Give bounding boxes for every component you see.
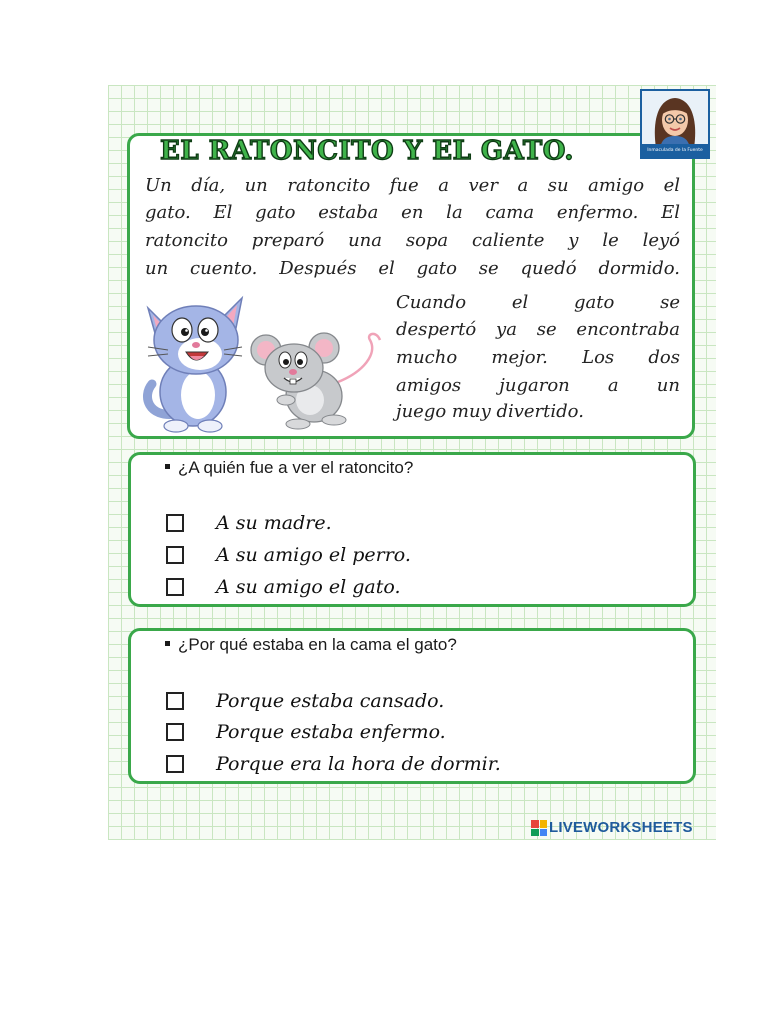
story-line: un cuento. Después el gato se quedó dormido. bbox=[145, 258, 680, 279]
cat-and-mouse-illustration bbox=[138, 292, 388, 434]
avatar-caption: Inmaculada de la Fuente bbox=[642, 144, 708, 157]
answer-label: A su amigo el perro. bbox=[216, 544, 411, 566]
story-side-line: juego muy divertido. bbox=[396, 401, 584, 422]
liveworksheets-logo[interactable] bbox=[531, 818, 693, 838]
question-text bbox=[165, 456, 413, 480]
bullet-icon bbox=[165, 464, 170, 469]
answer-label: A su amigo el gato. bbox=[216, 576, 401, 598]
story-line: ratoncito preparó una sopa caliente y le leyó bbox=[145, 230, 680, 251]
bullet-icon bbox=[165, 641, 170, 646]
story-side-line: Cuando el gato se bbox=[396, 292, 680, 313]
story-line: gato. El gato estaba en la cama enfermo. El bbox=[145, 202, 680, 223]
teacher-avatar-icon bbox=[640, 89, 710, 159]
liveworksheets-logo-icon bbox=[531, 820, 547, 836]
answer-checkbox[interactable] bbox=[166, 692, 184, 710]
answer-label: Porque estaba enfermo. bbox=[216, 721, 446, 743]
cat-icon bbox=[147, 298, 242, 432]
answer-label: Porque estaba cansado. bbox=[216, 690, 445, 712]
question-1-label: ¿A quién fue a ver el ratoncito? bbox=[178, 458, 414, 477]
question-text bbox=[165, 633, 457, 657]
answer-checkbox[interactable] bbox=[166, 755, 184, 773]
story-side-line: despertó ya se encontraba bbox=[396, 319, 680, 340]
answer-checkbox[interactable] bbox=[166, 723, 184, 741]
worksheet-title: EL RATONCITO Y EL GATO. bbox=[160, 136, 574, 166]
answer-option[interactable] bbox=[166, 749, 501, 779]
answer-checkbox[interactable] bbox=[166, 578, 184, 596]
story-side-line: amigos jugaron a un bbox=[396, 375, 680, 396]
answer-option[interactable] bbox=[166, 508, 332, 538]
answer-option[interactable] bbox=[166, 572, 401, 602]
answer-option[interactable] bbox=[166, 717, 446, 747]
answer-option[interactable] bbox=[166, 540, 411, 570]
answer-checkbox[interactable] bbox=[166, 514, 184, 532]
story-side-line: mucho mejor. Los dos bbox=[396, 347, 680, 368]
story-line: Un día, un ratoncito fue a ver a su amigo el bbox=[145, 175, 680, 196]
mouse-icon bbox=[251, 333, 380, 429]
logo-text: LIVEWORKSHEETS bbox=[549, 819, 693, 836]
answer-checkbox[interactable] bbox=[166, 546, 184, 564]
answer-label: A su madre. bbox=[216, 512, 332, 534]
question-2-label: ¿Por qué estaba en la cama el gato? bbox=[178, 635, 457, 654]
answer-option[interactable] bbox=[166, 686, 445, 716]
answer-label: Porque era la hora de dormir. bbox=[216, 753, 501, 775]
